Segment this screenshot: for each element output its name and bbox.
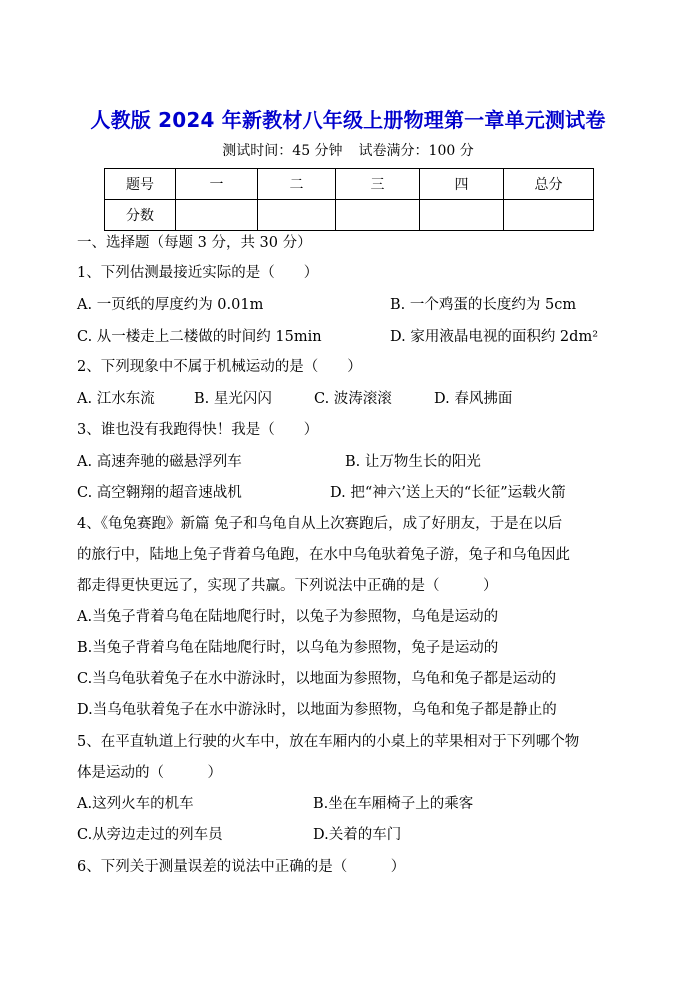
score-header-cell: 题号 [105, 169, 176, 200]
option-c: C. 高空翱翔的超音速战机 [77, 485, 242, 501]
score-table-score-row [105, 200, 594, 231]
option-c: C. 从一楼走上二楼做的时间约 15min [77, 329, 322, 345]
question-3-options-row-1 [77, 452, 637, 472]
question-4-stem-line-2: 的旅行中，陆地上兔子背着乌龟跑，在水中乌龟驮着兔子游，兔子和乌龟因此 [77, 547, 570, 563]
option-d: D.关着的车门 [313, 827, 402, 843]
score-header-cell: 二 [258, 169, 336, 200]
option-a: A.这列火车的机车 [77, 796, 194, 812]
option-d: D.当乌龟驮着兔子在水中游泳时，以地面为参照物，乌龟和兔子都是静止的 [77, 702, 557, 718]
question-1-options-row-2 [77, 327, 637, 347]
option-a: A. 一页纸的厚度约为 0.01m [77, 297, 264, 313]
option-b: B.当兔子背着乌龟在陆地爬行时，以乌龟为参照物，兔子是运动的 [77, 640, 499, 656]
question-4-stem-line-1: 4、《龟兔赛跑》新篇 兔子和乌龟自从上次赛跑后，成了好朋友，于是在以后 [77, 516, 563, 532]
option-b: B. 一个鸡蛋的长度约为 5cm [390, 297, 577, 313]
score-header-cell: 一 [176, 169, 258, 200]
option-d: D. 家用液晶电视的面积约 2dm² [390, 329, 599, 345]
option-c: C.当乌龟驮着兔子在水中游泳时，以地面为参照物，乌龟和兔子都是运动的 [77, 671, 557, 687]
question-2-options [77, 389, 637, 409]
score-table-header-row [105, 169, 594, 200]
score-header-cell: 总分 [504, 169, 594, 200]
question-5-options-row-2 [77, 825, 637, 845]
full-score: 试卷满分：100 分 [358, 143, 474, 159]
option-b: B. 让万物生长的阳光 [345, 454, 481, 470]
option-b: B.坐在车厢椅子上的乘客 [313, 796, 474, 812]
question-5-stem-line-1: 5、在平直轨道上行驶的火车中，放在车厢内的小桌上的苹果相对于下列哪个物 [77, 734, 580, 750]
option-d: D. 春风拂面 [434, 391, 513, 407]
question-3-options-row-2 [77, 483, 637, 503]
score-cell [176, 200, 258, 231]
score-header-cell: 四 [420, 169, 504, 200]
option-a: A.当兔子背着乌龟在陆地爬行时，以兔子为参照物，乌龟是运动的 [77, 609, 499, 625]
score-row-label: 分数 [105, 200, 176, 231]
score-cell [258, 200, 336, 231]
option-a: A. 高速奔驰的磁悬浮列车 [77, 454, 242, 470]
question-4-stem-line-3: 都走得更快更远了，实现了共赢。下列说法中正确的是（ ） [77, 578, 498, 594]
option-d: D. 把“神六’送上天的“长征”运载火箭 [330, 485, 566, 501]
question-2-stem: 2、下列现象中不属于机械运动的是（ ） [77, 359, 362, 375]
question-5-options-row-1 [77, 794, 637, 814]
test-time: 测试时间：45 分钟 [222, 143, 343, 159]
test-info [0, 140, 696, 160]
score-cell [420, 200, 504, 231]
question-1-stem: 1、下列估测最接近实际的是（ ） [77, 265, 319, 281]
question-3-stem: 3、谁也没有我跑得快！我是（ ） [77, 422, 319, 438]
option-c: C. 波涛滚滚 [314, 391, 392, 407]
question-5-stem-line-2: 体是运动的（ ） [77, 765, 222, 781]
option-b: B. 星光闪闪 [194, 391, 272, 407]
question-6-stem: 6、下列关于测量误差的说法中正确的是（ ） [77, 859, 406, 875]
page-title: 人教版 2024 年新教材八年级上册物理第一章单元测试卷 [90, 108, 606, 132]
score-cell [504, 200, 594, 231]
score-table [104, 168, 594, 231]
option-a: A. 江水东流 [77, 391, 155, 407]
section-heading: 一、选择题（每题 3 分，共 30 分） [77, 235, 312, 251]
score-header-cell: 三 [336, 169, 420, 200]
question-1-options-row-1 [77, 295, 637, 315]
option-c: C.从旁边走过的列车员 [77, 827, 223, 843]
score-cell [336, 200, 420, 231]
